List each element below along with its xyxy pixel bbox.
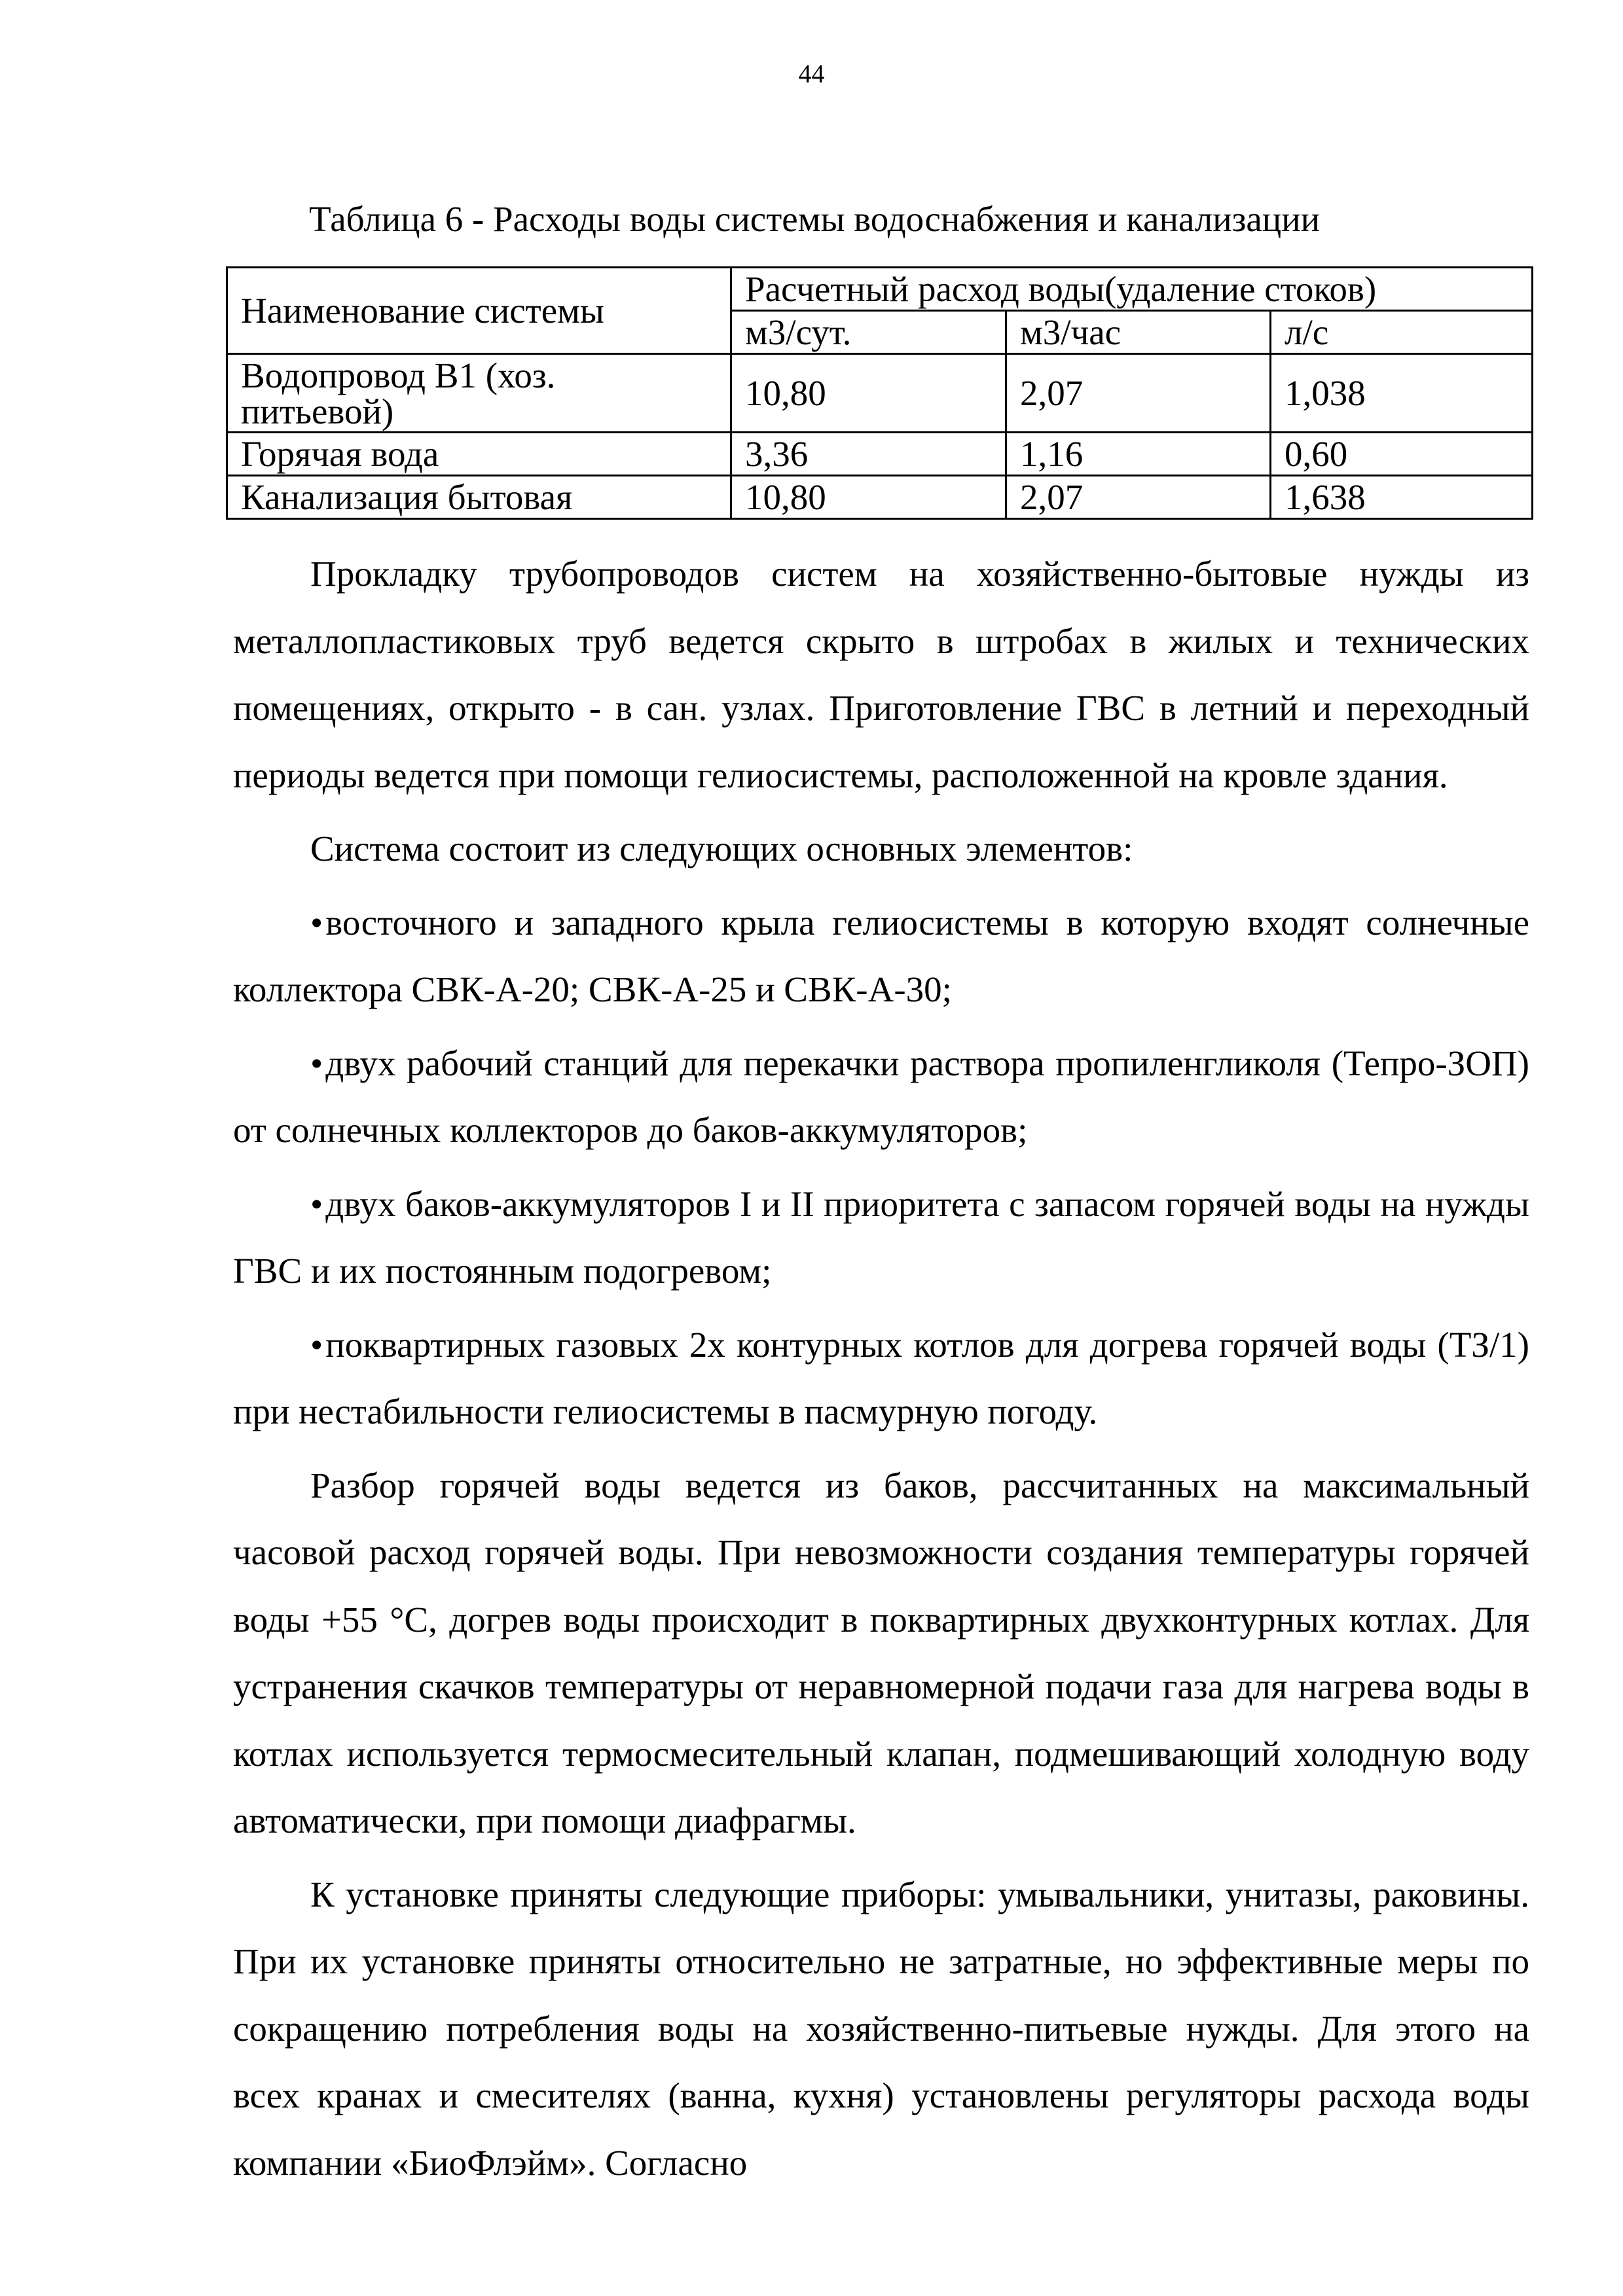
row-value: 2,07	[1006, 476, 1271, 519]
row-value: 2,07	[1006, 354, 1271, 433]
row-value: 1,16	[1006, 433, 1271, 476]
table-caption: Таблица 6 - Расходы воды системы водоснабжения и канализации	[309, 199, 1321, 239]
row-value: 1,038	[1271, 354, 1533, 433]
row-value: 3,36	[731, 433, 1006, 476]
row-value: 0,60	[1271, 433, 1533, 476]
bullet-text: поквартирных газовых 2х контурных котлов для догрева горячей воды (ТЗ/1) при нестабильности гелиосистемы в пасмурную погоду.	[233, 1324, 1529, 1431]
header-system-name: Наименование системы	[227, 268, 731, 354]
paragraph-system-elements-intro: Система состоит из следующих основных элементов:	[310, 829, 1133, 869]
bullet-item	[233, 889, 1529, 1024]
paragraph-pipe-laying: Прокладку трубопроводов систем на хозяйственно-бытовые нужды из металлопластиковых труб ведется скрыто в штробах в жилых и технических помещениях, открыто - в сан. узлах. Приготовление ГВС в летний и переходный периоды ведется при помощи гелиосистемы, расположенной на кровле здания.	[233, 554, 1529, 795]
water-consumption-table	[226, 266, 1533, 520]
bullet-icon: •	[310, 1324, 323, 1365]
bullet-text: двух баков-аккумуляторов I и II приоритета с запасом горячей воды на нужды ГВС и их постоянным подогревом;	[233, 1183, 1529, 1291]
row-value: 1,638	[1271, 476, 1533, 519]
bullet-icon: •	[310, 1183, 323, 1224]
bullet-icon: •	[310, 1043, 323, 1083]
header-unit-hour: м3/час	[1006, 311, 1271, 354]
bullet-text: двух рабочий станций для перекачки раствора пропиленгликоля (Тепро-ЗОП) от солнечных коллекторов до баков-аккумуляторов;	[233, 1043, 1529, 1150]
bullet-icon: •	[310, 902, 323, 942]
header-flow-group: Расчетный расход воды(удаление стоков)	[731, 268, 1533, 311]
table-row	[227, 433, 1533, 476]
row-name: Канализация бытовая	[227, 476, 731, 519]
bullet-item	[233, 1312, 1529, 1446]
row-name: Водопровод В1 (хоз. питьевой)	[227, 354, 731, 433]
bullet-text: восточного и западного крыла гелиосистемы в которую входят солнечные коллектора СВК-А-20; СВК-А-25 и СВК-А-30;	[233, 902, 1529, 1009]
paragraph-hot-water-draw: Разбор горячей воды ведется из баков, рассчитанных на максимальный часовой расход горячей воды. При невозможности создания температуры горячей воды +55 °С, догрев воды происходит в поквартирных двухконтурных котлах. Для устранения скачков температуры от неравномерной подачи газа для нагрева воды в котлах используется термосмесительный клапан, подмешивающий холодную воду автоматически, при помощи диафрагмы.	[233, 1465, 1529, 1840]
bullet-item	[233, 1171, 1529, 1305]
row-value: 10,80	[731, 476, 1006, 519]
page-number: 44	[798, 59, 825, 88]
row-value: 10,80	[731, 354, 1006, 433]
row-name: Горячая вода	[227, 433, 731, 476]
header-unit-day: м3/сут.	[731, 311, 1006, 354]
body-text	[233, 541, 1529, 2197]
table-row	[227, 354, 1533, 433]
table-header-row	[227, 268, 1533, 311]
paragraph-fixtures: К установке приняты следующие приборы: умывальники, унитазы, раковины. При их установке приняты относительно не затратные, но эффективные меры по сокращению потребления воды на хозяйственно-питьевые нужды. Для этого на всех кранах и смесителях (ванна, кухня) установлены регуляторы расхода воды компании «БиоФлэйм». Согласно	[233, 1874, 1529, 2183]
header-unit-second: л/с	[1271, 311, 1533, 354]
table-row	[227, 476, 1533, 519]
bullet-item	[233, 1030, 1529, 1164]
